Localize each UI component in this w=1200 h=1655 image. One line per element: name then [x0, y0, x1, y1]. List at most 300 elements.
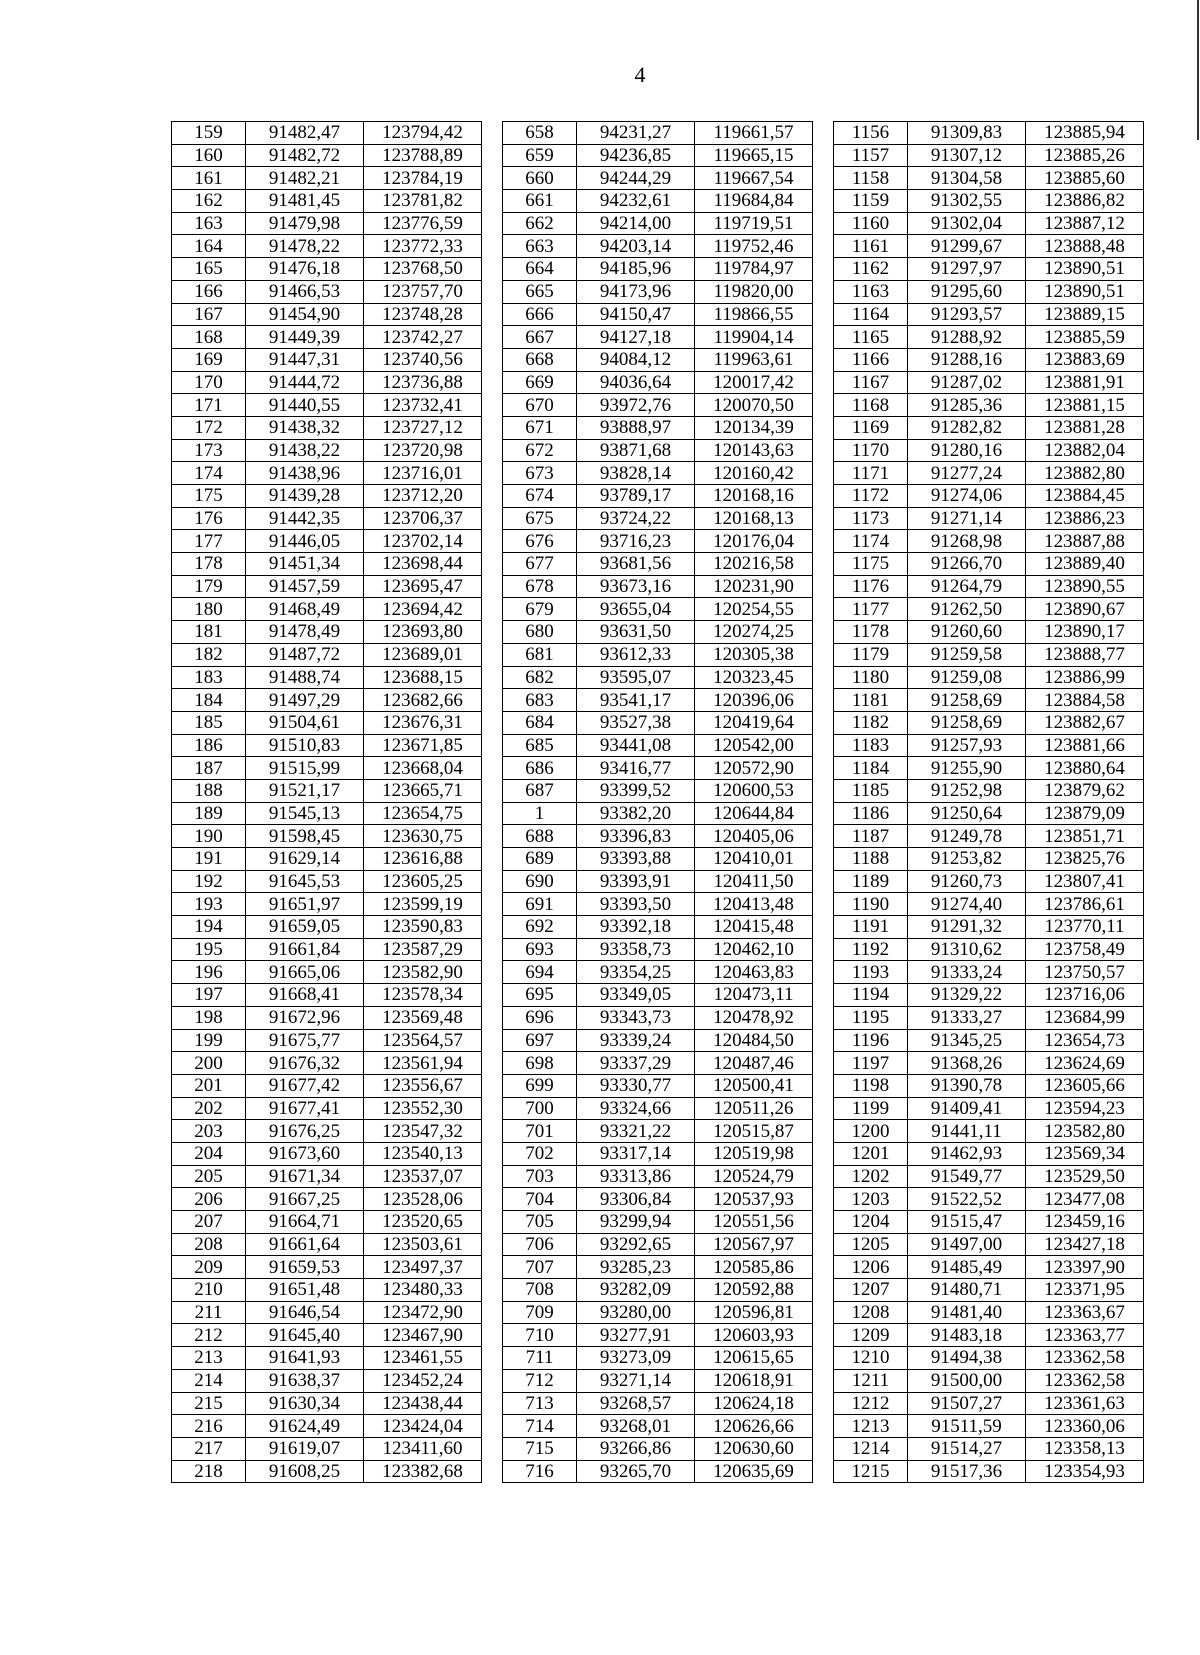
- x-coordinate-cell: 91260,73: [908, 870, 1026, 893]
- table-row: [172, 825, 482, 848]
- y-coordinate-cell: 123727,12: [364, 416, 482, 439]
- point-number-cell: 664: [503, 258, 577, 281]
- point-number-cell: 1195: [834, 1006, 908, 1029]
- y-coordinate-cell: 123889,15: [1026, 303, 1144, 326]
- x-coordinate-cell: 91264,79: [908, 575, 1026, 598]
- x-coordinate-cell: 94232,61: [577, 190, 695, 213]
- point-number-cell: 1172: [834, 485, 908, 508]
- y-coordinate-cell: 123784,19: [364, 167, 482, 190]
- x-coordinate-cell: 91478,22: [246, 235, 364, 258]
- point-number-cell: 665: [503, 280, 577, 303]
- y-coordinate-cell: 119904,14: [695, 326, 813, 349]
- x-coordinate-cell: 93527,38: [577, 711, 695, 734]
- point-number-cell: 1157: [834, 144, 908, 167]
- point-number-cell: 667: [503, 326, 577, 349]
- point-number-cell: 1194: [834, 984, 908, 1007]
- point-number-cell: 692: [503, 916, 577, 939]
- y-coordinate-cell: 120473,11: [695, 984, 813, 1007]
- x-coordinate-cell: 91483,18: [908, 1324, 1026, 1347]
- table-row: [172, 1165, 482, 1188]
- table-row: [172, 235, 482, 258]
- x-coordinate-cell: 91304,58: [908, 167, 1026, 190]
- x-coordinate-cell: 91446,05: [246, 530, 364, 553]
- point-number-cell: 682: [503, 666, 577, 689]
- y-coordinate-cell: 119820,00: [695, 280, 813, 303]
- x-coordinate-cell: 91468,49: [246, 598, 364, 621]
- point-number-cell: 1209: [834, 1324, 908, 1347]
- table-row: [834, 870, 1144, 893]
- x-coordinate-cell: 91497,29: [246, 689, 364, 712]
- table-row: [834, 1165, 1144, 1188]
- table-row: [172, 1211, 482, 1234]
- x-coordinate-cell: 93321,22: [577, 1120, 695, 1143]
- x-coordinate-cell: 91676,32: [246, 1052, 364, 1075]
- point-number-cell: 698: [503, 1052, 577, 1075]
- x-coordinate-cell: 94214,00: [577, 212, 695, 235]
- x-coordinate-cell: 91440,55: [246, 394, 364, 417]
- table-row: [834, 779, 1144, 802]
- table-row: [172, 1347, 482, 1370]
- x-coordinate-cell: 91259,08: [908, 666, 1026, 689]
- point-number-cell: 161: [172, 167, 246, 190]
- point-number-cell: 693: [503, 938, 577, 961]
- x-coordinate-cell: 91676,25: [246, 1120, 364, 1143]
- table-row: [172, 961, 482, 984]
- table-row: [834, 1347, 1144, 1370]
- point-number-cell: 706: [503, 1233, 577, 1256]
- x-coordinate-cell: 91671,34: [246, 1165, 364, 1188]
- y-coordinate-cell: 120542,00: [695, 734, 813, 757]
- x-coordinate-cell: 91333,24: [908, 961, 1026, 984]
- table-row: [503, 1324, 813, 1347]
- y-coordinate-cell: 123768,50: [364, 258, 482, 281]
- y-coordinate-cell: 123884,45: [1026, 485, 1144, 508]
- y-coordinate-cell: 123472,90: [364, 1301, 482, 1324]
- table-row: [503, 1029, 813, 1052]
- y-coordinate-cell: 123748,28: [364, 303, 482, 326]
- table-row: [834, 643, 1144, 666]
- table-row: [834, 394, 1144, 417]
- y-coordinate-cell: 120630,60: [695, 1437, 813, 1460]
- x-coordinate-cell: 91299,67: [908, 235, 1026, 258]
- coordinates-table-2: [502, 121, 813, 1483]
- table-row: [172, 1052, 482, 1075]
- y-coordinate-cell: 123786,61: [1026, 893, 1144, 916]
- table-row: [503, 1256, 813, 1279]
- point-number-cell: 684: [503, 711, 577, 734]
- y-coordinate-cell: 120567,97: [695, 1233, 813, 1256]
- y-coordinate-cell: 123788,89: [364, 144, 482, 167]
- point-number-cell: 1161: [834, 235, 908, 258]
- table-row: [172, 848, 482, 871]
- table-row: [834, 1279, 1144, 1302]
- x-coordinate-cell: 91515,47: [908, 1211, 1026, 1234]
- table-row: [503, 416, 813, 439]
- x-coordinate-cell: 91667,25: [246, 1188, 364, 1211]
- point-number-cell: 169: [172, 348, 246, 371]
- y-coordinate-cell: 123537,07: [364, 1165, 482, 1188]
- point-number-cell: 205: [172, 1165, 246, 1188]
- point-number-cell: 183: [172, 666, 246, 689]
- x-coordinate-cell: 91293,57: [908, 303, 1026, 326]
- y-coordinate-cell: 123889,40: [1026, 553, 1144, 576]
- y-coordinate-cell: 120405,06: [695, 825, 813, 848]
- y-coordinate-cell: 123582,90: [364, 961, 482, 984]
- point-number-cell: 1179: [834, 643, 908, 666]
- point-number-cell: 662: [503, 212, 577, 235]
- point-number-cell: 697: [503, 1029, 577, 1052]
- point-number-cell: 690: [503, 870, 577, 893]
- table-row: [503, 779, 813, 802]
- point-number-cell: 211: [172, 1301, 246, 1324]
- table-row: [172, 779, 482, 802]
- x-coordinate-cell: 91645,53: [246, 870, 364, 893]
- table-row: [172, 1097, 482, 1120]
- y-coordinate-cell: 123886,99: [1026, 666, 1144, 689]
- y-coordinate-cell: 123665,71: [364, 779, 482, 802]
- point-number-cell: 165: [172, 258, 246, 281]
- table-row: [834, 1256, 1144, 1279]
- y-coordinate-cell: 123772,33: [364, 235, 482, 258]
- point-number-cell: 1174: [834, 530, 908, 553]
- x-coordinate-cell: 91262,50: [908, 598, 1026, 621]
- table-row: [172, 1392, 482, 1415]
- table-row: [172, 1460, 482, 1483]
- table-row: [172, 167, 482, 190]
- x-coordinate-cell: 91268,98: [908, 530, 1026, 553]
- point-number-cell: 710: [503, 1324, 577, 1347]
- y-coordinate-cell: 123736,88: [364, 371, 482, 394]
- table-row: [172, 280, 482, 303]
- table-row: [834, 190, 1144, 213]
- point-number-cell: 202: [172, 1097, 246, 1120]
- table-row: [172, 643, 482, 666]
- point-number-cell: 195: [172, 938, 246, 961]
- point-number-cell: 214: [172, 1369, 246, 1392]
- x-coordinate-cell: 93343,73: [577, 1006, 695, 1029]
- point-number-cell: 1200: [834, 1120, 908, 1143]
- x-coordinate-cell: 91497,00: [908, 1233, 1026, 1256]
- x-coordinate-cell: 91665,06: [246, 961, 364, 984]
- point-number-cell: 191: [172, 848, 246, 871]
- table-row: [834, 1392, 1144, 1415]
- table-row: [172, 416, 482, 439]
- table-row: [503, 122, 813, 145]
- x-coordinate-cell: 93416,77: [577, 757, 695, 780]
- point-number-cell: 213: [172, 1347, 246, 1370]
- point-number-cell: 170: [172, 371, 246, 394]
- y-coordinate-cell: 120411,50: [695, 870, 813, 893]
- x-coordinate-cell: 91522,52: [908, 1188, 1026, 1211]
- point-number-cell: 1163: [834, 280, 908, 303]
- point-number-cell: 694: [503, 961, 577, 984]
- y-coordinate-cell: 119866,55: [695, 303, 813, 326]
- x-coordinate-cell: 93441,08: [577, 734, 695, 757]
- y-coordinate-cell: 123698,44: [364, 553, 482, 576]
- y-coordinate-cell: 123885,60: [1026, 167, 1144, 190]
- point-number-cell: 197: [172, 984, 246, 1007]
- point-number-cell: 1198: [834, 1074, 908, 1097]
- y-coordinate-cell: 123361,63: [1026, 1392, 1144, 1415]
- y-coordinate-cell: 120511,26: [695, 1097, 813, 1120]
- point-number-cell: 1206: [834, 1256, 908, 1279]
- point-number-cell: 1180: [834, 666, 908, 689]
- point-number-cell: 160: [172, 144, 246, 167]
- point-number-cell: 1199: [834, 1097, 908, 1120]
- point-number-cell: 1213: [834, 1415, 908, 1438]
- point-number-cell: 660: [503, 167, 577, 190]
- point-number-cell: 1201: [834, 1142, 908, 1165]
- y-coordinate-cell: 123616,88: [364, 848, 482, 871]
- point-number-cell: 1202: [834, 1165, 908, 1188]
- x-coordinate-cell: 91260,60: [908, 621, 1026, 644]
- point-number-cell: 1159: [834, 190, 908, 213]
- x-coordinate-cell: 93339,24: [577, 1029, 695, 1052]
- point-number-cell: 174: [172, 462, 246, 485]
- x-coordinate-cell: 91451,34: [246, 553, 364, 576]
- y-coordinate-cell: 123561,94: [364, 1052, 482, 1075]
- y-coordinate-cell: 120176,04: [695, 530, 813, 553]
- table-row: [834, 122, 1144, 145]
- y-coordinate-cell: 120143,63: [695, 439, 813, 462]
- x-coordinate-cell: 93268,01: [577, 1415, 695, 1438]
- table-row: [834, 1324, 1144, 1347]
- table-row: [834, 348, 1144, 371]
- table-row: [834, 1460, 1144, 1483]
- y-coordinate-cell: 120168,16: [695, 485, 813, 508]
- point-number-cell: 685: [503, 734, 577, 757]
- table-row: [503, 439, 813, 462]
- x-coordinate-cell: 91481,40: [908, 1301, 1026, 1324]
- x-coordinate-cell: 91478,49: [246, 621, 364, 644]
- point-number-cell: 703: [503, 1165, 577, 1188]
- table-row: [172, 1029, 482, 1052]
- point-number-cell: 212: [172, 1324, 246, 1347]
- point-number-cell: 671: [503, 416, 577, 439]
- y-coordinate-cell: 120551,56: [695, 1211, 813, 1234]
- y-coordinate-cell: 123459,16: [1026, 1211, 1144, 1234]
- y-coordinate-cell: 123702,14: [364, 530, 482, 553]
- x-coordinate-cell: 91659,05: [246, 916, 364, 939]
- point-number-cell: 1186: [834, 802, 908, 825]
- point-number-cell: 1160: [834, 212, 908, 235]
- point-number-cell: 696: [503, 1006, 577, 1029]
- table-row: [834, 1120, 1144, 1143]
- point-number-cell: 209: [172, 1256, 246, 1279]
- point-number-cell: 218: [172, 1460, 246, 1483]
- table-row: [172, 666, 482, 689]
- y-coordinate-cell: 120585,86: [695, 1256, 813, 1279]
- x-coordinate-cell: 93724,22: [577, 507, 695, 530]
- point-number-cell: 1173: [834, 507, 908, 530]
- table-row: [172, 1188, 482, 1211]
- table-row: [834, 1211, 1144, 1234]
- x-coordinate-cell: 91288,16: [908, 348, 1026, 371]
- x-coordinate-cell: 91504,61: [246, 711, 364, 734]
- y-coordinate-cell: 120635,69: [695, 1460, 813, 1483]
- table-row: [834, 1369, 1144, 1392]
- table-row: [503, 1211, 813, 1234]
- table-row: [172, 1233, 482, 1256]
- x-coordinate-cell: 93382,20: [577, 802, 695, 825]
- point-number-cell: 1212: [834, 1392, 908, 1415]
- y-coordinate-cell: 123688,15: [364, 666, 482, 689]
- table-row: [834, 893, 1144, 916]
- y-coordinate-cell: 123885,26: [1026, 144, 1144, 167]
- x-coordinate-cell: 93285,23: [577, 1256, 695, 1279]
- table-row: [834, 938, 1144, 961]
- table-row: [834, 757, 1144, 780]
- y-coordinate-cell: 123668,04: [364, 757, 482, 780]
- y-coordinate-cell: 120274,25: [695, 621, 813, 644]
- point-number-cell: 189: [172, 802, 246, 825]
- point-number-cell: 1166: [834, 348, 908, 371]
- x-coordinate-cell: 93337,29: [577, 1052, 695, 1075]
- y-coordinate-cell: 123706,37: [364, 507, 482, 530]
- table-row: [172, 916, 482, 939]
- table-row: [172, 984, 482, 1007]
- table-row: [834, 507, 1144, 530]
- point-number-cell: 207: [172, 1211, 246, 1234]
- point-number-cell: 672: [503, 439, 577, 462]
- x-coordinate-cell: 91507,27: [908, 1392, 1026, 1415]
- y-coordinate-cell: 123569,48: [364, 1006, 482, 1029]
- x-coordinate-cell: 91515,99: [246, 757, 364, 780]
- x-coordinate-cell: 91274,06: [908, 485, 1026, 508]
- y-coordinate-cell: 123467,90: [364, 1324, 482, 1347]
- x-coordinate-cell: 94236,85: [577, 144, 695, 167]
- y-coordinate-cell: 123528,06: [364, 1188, 482, 1211]
- y-coordinate-cell: 120515,87: [695, 1120, 813, 1143]
- x-coordinate-cell: 91651,97: [246, 893, 364, 916]
- y-coordinate-cell: 123695,47: [364, 575, 482, 598]
- point-number-cell: 1164: [834, 303, 908, 326]
- x-coordinate-cell: 93313,86: [577, 1165, 695, 1188]
- table-row: [503, 1392, 813, 1415]
- y-coordinate-cell: 119784,97: [695, 258, 813, 281]
- table-row: [503, 303, 813, 326]
- y-coordinate-cell: 123890,51: [1026, 258, 1144, 281]
- y-coordinate-cell: 120396,06: [695, 689, 813, 712]
- point-number-cell: 204: [172, 1142, 246, 1165]
- table-row: [834, 711, 1144, 734]
- point-number-cell: 661: [503, 190, 577, 213]
- x-coordinate-cell: 91630,34: [246, 1392, 364, 1415]
- x-coordinate-cell: 93292,65: [577, 1233, 695, 1256]
- y-coordinate-cell: 119665,15: [695, 144, 813, 167]
- x-coordinate-cell: 91668,41: [246, 984, 364, 1007]
- y-coordinate-cell: 120537,93: [695, 1188, 813, 1211]
- y-coordinate-cell: 123529,50: [1026, 1165, 1144, 1188]
- x-coordinate-cell: 91466,53: [246, 280, 364, 303]
- y-coordinate-cell: 123887,88: [1026, 530, 1144, 553]
- table-row: [503, 326, 813, 349]
- x-coordinate-cell: 91462,93: [908, 1142, 1026, 1165]
- table-row: [834, 1097, 1144, 1120]
- point-number-cell: 1171: [834, 462, 908, 485]
- y-coordinate-cell: 123851,71: [1026, 825, 1144, 848]
- x-coordinate-cell: 91253,82: [908, 848, 1026, 871]
- y-coordinate-cell: 120231,90: [695, 575, 813, 598]
- y-coordinate-cell: 123599,19: [364, 893, 482, 916]
- x-coordinate-cell: 91549,77: [908, 1165, 1026, 1188]
- x-coordinate-cell: 91675,77: [246, 1029, 364, 1052]
- y-coordinate-cell: 123807,41: [1026, 870, 1144, 893]
- table-row: [503, 1415, 813, 1438]
- y-coordinate-cell: 123890,55: [1026, 575, 1144, 598]
- point-number-cell: 1169: [834, 416, 908, 439]
- point-number-cell: 705: [503, 1211, 577, 1234]
- x-coordinate-cell: 91514,27: [908, 1437, 1026, 1460]
- x-coordinate-cell: 91517,36: [908, 1460, 1026, 1483]
- point-number-cell: 1207: [834, 1279, 908, 1302]
- table-row: [172, 1279, 482, 1302]
- y-coordinate-cell: 123716,01: [364, 462, 482, 485]
- y-coordinate-cell: 123885,59: [1026, 326, 1144, 349]
- table-row: [834, 235, 1144, 258]
- y-coordinate-cell: 123582,80: [1026, 1120, 1144, 1143]
- y-coordinate-cell: 123825,76: [1026, 848, 1144, 871]
- table-row: [503, 666, 813, 689]
- x-coordinate-cell: 91333,27: [908, 1006, 1026, 1029]
- x-coordinate-cell: 91302,55: [908, 190, 1026, 213]
- x-coordinate-cell: 91274,40: [908, 893, 1026, 916]
- x-coordinate-cell: 94185,96: [577, 258, 695, 281]
- x-coordinate-cell: 91255,90: [908, 757, 1026, 780]
- table-row: [834, 621, 1144, 644]
- point-number-cell: 670: [503, 394, 577, 417]
- x-coordinate-cell: 91309,83: [908, 122, 1026, 145]
- point-number-cell: 1214: [834, 1437, 908, 1460]
- point-number-cell: 658: [503, 122, 577, 145]
- point-number-cell: 712: [503, 1369, 577, 1392]
- y-coordinate-cell: 123890,17: [1026, 621, 1144, 644]
- table-row: [503, 802, 813, 825]
- x-coordinate-cell: 91482,47: [246, 122, 364, 145]
- x-coordinate-cell: 91677,41: [246, 1097, 364, 1120]
- point-number-cell: 1191: [834, 916, 908, 939]
- x-coordinate-cell: 91439,28: [246, 485, 364, 508]
- point-number-cell: 1196: [834, 1029, 908, 1052]
- x-coordinate-cell: 91438,32: [246, 416, 364, 439]
- table-row: [172, 553, 482, 576]
- x-coordinate-cell: 91608,25: [246, 1460, 364, 1483]
- table-row: [503, 643, 813, 666]
- y-coordinate-cell: 123676,31: [364, 711, 482, 734]
- y-coordinate-cell: 123742,27: [364, 326, 482, 349]
- table-row: [834, 326, 1144, 349]
- x-coordinate-cell: 91329,22: [908, 984, 1026, 1007]
- table-row: [834, 1029, 1144, 1052]
- point-number-cell: 666: [503, 303, 577, 326]
- y-coordinate-cell: 120500,41: [695, 1074, 813, 1097]
- table-row: [834, 144, 1144, 167]
- point-number-cell: 1188: [834, 848, 908, 871]
- point-number-cell: 702: [503, 1142, 577, 1165]
- table-row: [503, 507, 813, 530]
- table-row: [834, 212, 1144, 235]
- point-number-cell: 1205: [834, 1233, 908, 1256]
- point-number-cell: 700: [503, 1097, 577, 1120]
- x-coordinate-cell: 91442,35: [246, 507, 364, 530]
- x-coordinate-cell: 91481,45: [246, 190, 364, 213]
- x-coordinate-cell: 91454,90: [246, 303, 364, 326]
- point-number-cell: 704: [503, 1188, 577, 1211]
- table-row: [834, 916, 1144, 939]
- table-row: [503, 1437, 813, 1460]
- point-number-cell: 689: [503, 848, 577, 871]
- y-coordinate-cell: 123540,13: [364, 1142, 482, 1165]
